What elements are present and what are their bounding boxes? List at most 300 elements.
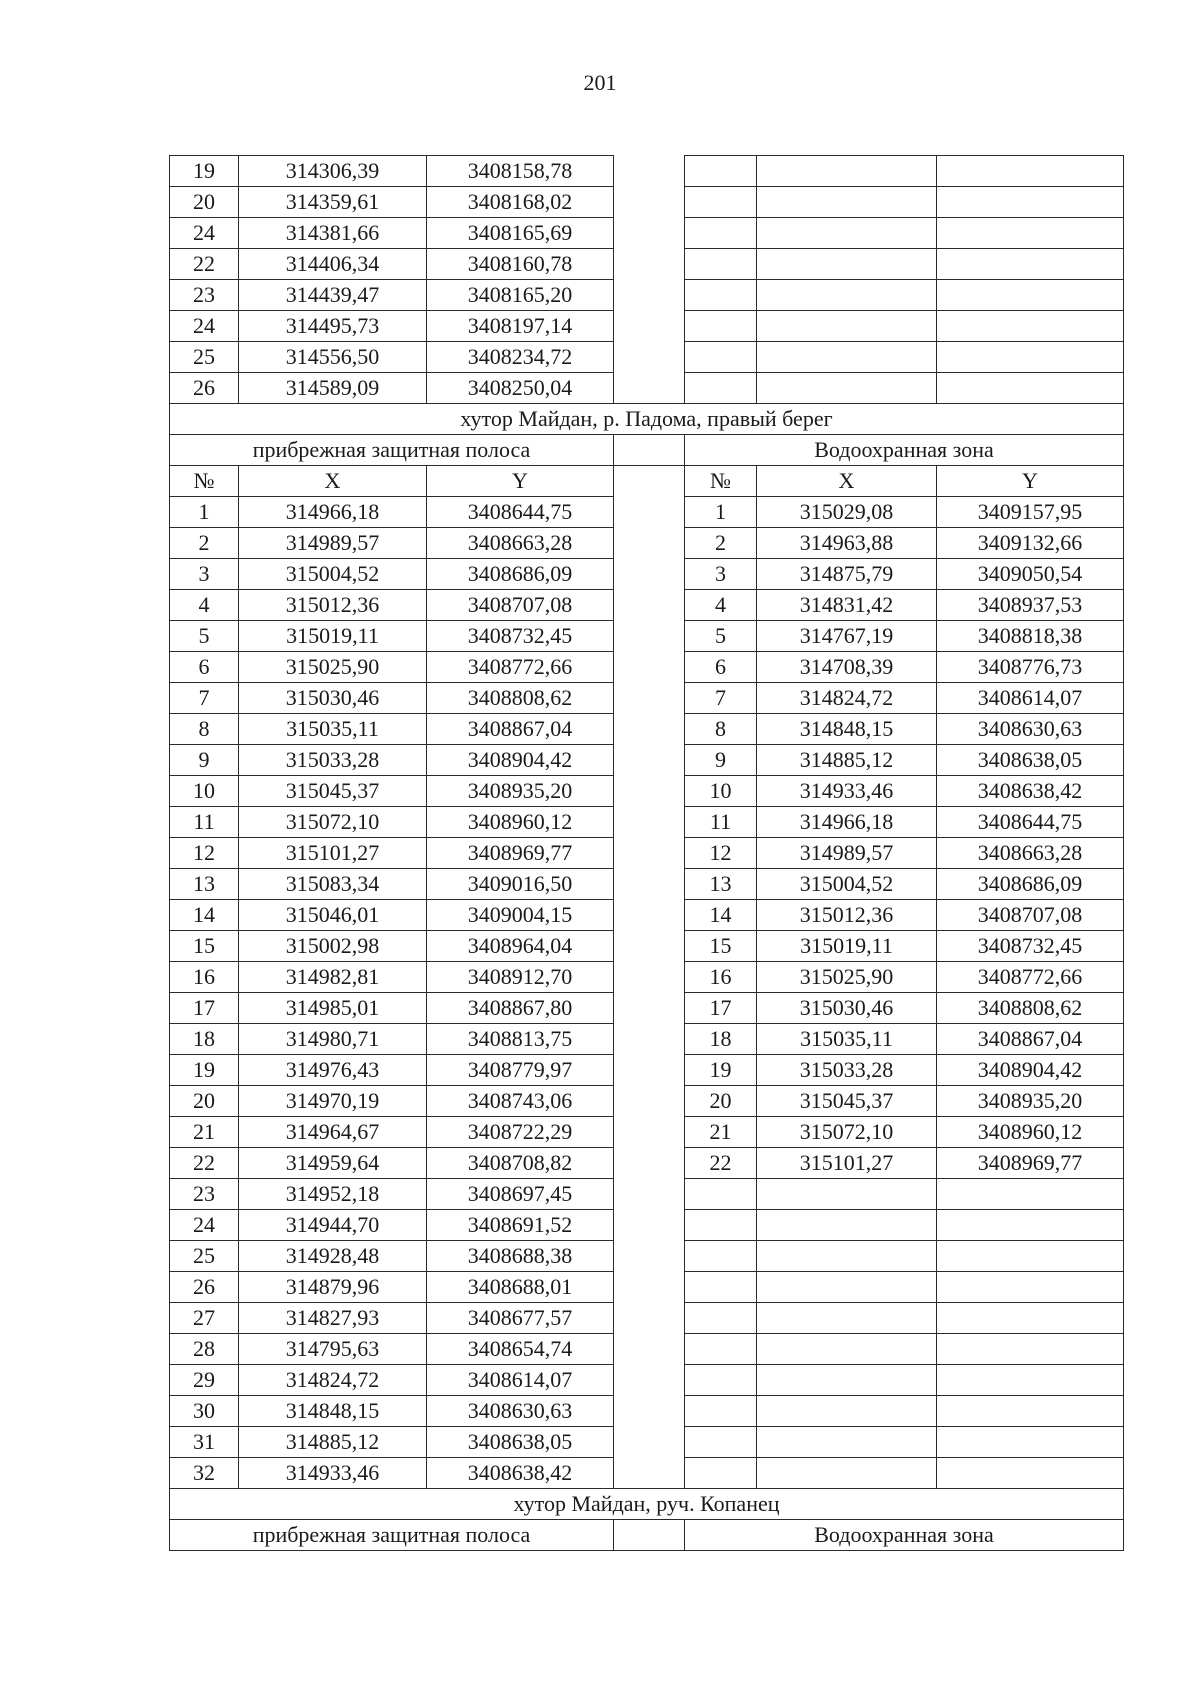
left-y-coordinate-cell: 3408935,20 [427, 776, 614, 807]
right-point-number-cell: 8 [685, 714, 757, 745]
left-point-number-cell: 23 [170, 1179, 239, 1210]
right-x-coordinate-cell [757, 1396, 937, 1427]
left-x-coordinate-cell: 314933,46 [239, 1458, 427, 1489]
column-gap [614, 1055, 685, 1086]
right-point-number-cell: 10 [685, 776, 757, 807]
right-x-coordinate-cell: 315012,36 [757, 900, 937, 931]
right-y-coordinate-cell: 3408638,05 [937, 745, 1124, 776]
right-point-number-cell [685, 311, 757, 342]
left-point-number-cell: 3 [170, 559, 239, 590]
right-x-coordinate-cell [757, 156, 937, 187]
table-row [170, 1024, 1124, 1055]
left-x-coordinate-cell: 315045,37 [239, 776, 427, 807]
left-y-coordinate-cell: 3408654,74 [427, 1334, 614, 1365]
left-point-number-cell: 20 [170, 187, 239, 218]
left-point-number-cell: 28 [170, 1334, 239, 1365]
left-y-coordinate-cell: 3408867,04 [427, 714, 614, 745]
table-row [170, 1303, 1124, 1334]
column-gap [614, 621, 685, 652]
left-y-coordinate-cell: 3408708,82 [427, 1148, 614, 1179]
left-point-number-cell: 24 [170, 311, 239, 342]
table-row [170, 993, 1124, 1024]
column-gap [614, 1086, 685, 1117]
left-y-coordinate-cell: 3408813,75 [427, 1024, 614, 1055]
table-row [170, 280, 1124, 311]
right-x-coordinate-cell: 314875,79 [757, 559, 937, 590]
right-x-coordinate-cell: 314933,46 [757, 776, 937, 807]
table-row [170, 776, 1124, 807]
water-protection-zone-label: Водоохранная зона [685, 1520, 1124, 1551]
right-y-coordinate-cell: 3408776,73 [937, 652, 1124, 683]
right-number-header: № [685, 466, 757, 497]
right-point-number-cell: 2 [685, 528, 757, 559]
table-row [170, 1055, 1124, 1086]
right-point-number-cell [685, 1210, 757, 1241]
column-gap [614, 900, 685, 931]
left-y-coordinate-cell: 3408638,05 [427, 1427, 614, 1458]
right-y-coordinate-cell: 3408707,08 [937, 900, 1124, 931]
column-gap [614, 1148, 685, 1179]
table-row [170, 745, 1124, 776]
right-point-number-cell: 14 [685, 900, 757, 931]
right-y-coordinate-cell [937, 1458, 1124, 1489]
right-point-number-cell [685, 280, 757, 311]
right-x-coordinate-cell: 315029,08 [757, 497, 937, 528]
left-x-coordinate-cell: 314824,72 [239, 1365, 427, 1396]
right-y-coordinate-cell [937, 1427, 1124, 1458]
table-row [170, 1086, 1124, 1117]
right-x-coordinate-cell [757, 280, 937, 311]
right-point-number-cell: 22 [685, 1148, 757, 1179]
column-gap [614, 1365, 685, 1396]
left-y-coordinate-cell: 3408969,77 [427, 838, 614, 869]
left-x-coordinate-cell: 315033,28 [239, 745, 427, 776]
column-gap [614, 931, 685, 962]
left-y-coordinate-cell: 3408904,42 [427, 745, 614, 776]
right-point-number-cell: 1 [685, 497, 757, 528]
right-y-coordinate-cell [937, 249, 1124, 280]
right-y-coordinate-cell [937, 311, 1124, 342]
left-x-coordinate-cell: 315035,11 [239, 714, 427, 745]
left-x-coordinate-cell: 314406,34 [239, 249, 427, 280]
left-point-number-cell: 19 [170, 156, 239, 187]
right-y-coordinate-cell: 3408867,04 [937, 1024, 1124, 1055]
table-row [170, 838, 1124, 869]
right-point-number-cell [685, 373, 757, 404]
left-x-coordinate-cell: 314848,15 [239, 1396, 427, 1427]
left-x-coordinate-cell: 314944,70 [239, 1210, 427, 1241]
table-row [170, 1117, 1124, 1148]
left-y-coordinate-cell: 3408772,66 [427, 652, 614, 683]
right-y-coordinate-cell [937, 280, 1124, 311]
left-point-number-cell: 15 [170, 931, 239, 962]
section-title: хутор Майдан, р. Падома, правый берег [170, 404, 1124, 435]
table-row [170, 652, 1124, 683]
right-x-coordinate-cell [757, 249, 937, 280]
left-y-coordinate-cell: 3408614,07 [427, 1365, 614, 1396]
right-x-coordinate-cell: 315004,52 [757, 869, 937, 900]
column-header-row [170, 466, 1124, 497]
left-y-coordinate-cell: 3408697,45 [427, 1179, 614, 1210]
right-point-number-cell [685, 1427, 757, 1458]
coastal-strip-label: прибрежная защитная полоса [170, 1520, 614, 1551]
column-gap [614, 1520, 685, 1551]
right-y-coordinate-cell: 3408808,62 [937, 993, 1124, 1024]
right-point-number-cell [685, 1303, 757, 1334]
right-y-header: Y [937, 466, 1124, 497]
left-point-number-cell: 20 [170, 1086, 239, 1117]
left-y-coordinate-cell: 3408165,69 [427, 218, 614, 249]
left-point-number-cell: 24 [170, 1210, 239, 1241]
right-x-coordinate-cell [757, 187, 937, 218]
left-point-number-cell: 32 [170, 1458, 239, 1489]
right-x-coordinate-cell: 315101,27 [757, 1148, 937, 1179]
right-point-number-cell: 16 [685, 962, 757, 993]
column-gap [614, 311, 685, 342]
right-point-number-cell: 5 [685, 621, 757, 652]
right-y-coordinate-cell: 3408630,63 [937, 714, 1124, 745]
coordinates-table-body [170, 156, 1124, 1551]
left-x-coordinate-cell: 314982,81 [239, 962, 427, 993]
table-row [170, 1210, 1124, 1241]
left-y-coordinate-cell: 3409016,50 [427, 869, 614, 900]
right-x-coordinate-cell: 314848,15 [757, 714, 937, 745]
right-y-coordinate-cell: 3408638,42 [937, 776, 1124, 807]
table-row [170, 1427, 1124, 1458]
right-x-coordinate-cell: 315045,37 [757, 1086, 937, 1117]
column-gap [614, 1241, 685, 1272]
left-y-coordinate-cell: 3408250,04 [427, 373, 614, 404]
right-point-number-cell [685, 1241, 757, 1272]
table-row [170, 714, 1124, 745]
right-point-number-cell [685, 1272, 757, 1303]
right-y-coordinate-cell [937, 1179, 1124, 1210]
right-x-coordinate-cell: 315025,90 [757, 962, 937, 993]
coordinates-table [169, 155, 1124, 1551]
right-y-coordinate-cell [937, 156, 1124, 187]
left-x-coordinate-cell: 314989,57 [239, 528, 427, 559]
left-x-coordinate-cell: 314976,43 [239, 1055, 427, 1086]
left-point-number-cell: 10 [170, 776, 239, 807]
column-gap [614, 1334, 685, 1365]
right-x-coordinate-cell: 315033,28 [757, 1055, 937, 1086]
left-point-number-cell: 9 [170, 745, 239, 776]
right-x-header: X [757, 466, 937, 497]
column-gap [614, 373, 685, 404]
right-point-number-cell: 9 [685, 745, 757, 776]
left-point-number-cell: 13 [170, 869, 239, 900]
left-point-number-cell: 22 [170, 249, 239, 280]
right-y-coordinate-cell: 3408818,38 [937, 621, 1124, 652]
column-gap [614, 1303, 685, 1334]
right-x-coordinate-cell: 314708,39 [757, 652, 937, 683]
left-point-number-cell: 25 [170, 1241, 239, 1272]
column-gap [614, 156, 685, 187]
right-x-coordinate-cell: 315035,11 [757, 1024, 937, 1055]
left-y-coordinate-cell: 3408732,45 [427, 621, 614, 652]
right-point-number-cell: 17 [685, 993, 757, 1024]
right-x-coordinate-cell: 314963,88 [757, 528, 937, 559]
right-point-number-cell: 7 [685, 683, 757, 714]
left-y-coordinate-cell: 3408867,80 [427, 993, 614, 1024]
left-point-number-cell: 5 [170, 621, 239, 652]
column-gap [614, 1272, 685, 1303]
right-y-coordinate-cell: 3408732,45 [937, 931, 1124, 962]
right-x-coordinate-cell [757, 1427, 937, 1458]
left-point-number-cell: 7 [170, 683, 239, 714]
right-y-coordinate-cell: 3409050,54 [937, 559, 1124, 590]
left-x-coordinate-cell: 314966,18 [239, 497, 427, 528]
right-x-coordinate-cell [757, 373, 937, 404]
left-y-coordinate-cell: 3409004,15 [427, 900, 614, 931]
table-row [170, 187, 1124, 218]
left-y-coordinate-cell: 3408808,62 [427, 683, 614, 714]
right-x-coordinate-cell: 314989,57 [757, 838, 937, 869]
zone-labels-row [170, 1520, 1124, 1551]
right-point-number-cell: 21 [685, 1117, 757, 1148]
right-x-coordinate-cell [757, 342, 937, 373]
table-row [170, 931, 1124, 962]
right-x-coordinate-cell [757, 1272, 937, 1303]
left-y-coordinate-cell: 3408688,01 [427, 1272, 614, 1303]
left-y-coordinate-cell: 3408686,09 [427, 559, 614, 590]
right-point-number-cell [685, 1179, 757, 1210]
left-y-coordinate-cell: 3408160,78 [427, 249, 614, 280]
left-x-coordinate-cell: 315101,27 [239, 838, 427, 869]
left-point-number-cell: 19 [170, 1055, 239, 1086]
left-point-number-cell: 30 [170, 1396, 239, 1427]
right-x-coordinate-cell: 314885,12 [757, 745, 937, 776]
column-gap [614, 838, 685, 869]
right-point-number-cell [685, 1396, 757, 1427]
left-x-coordinate-cell: 314795,63 [239, 1334, 427, 1365]
left-y-coordinate-cell: 3408165,20 [427, 280, 614, 311]
left-x-coordinate-cell: 314980,71 [239, 1024, 427, 1055]
left-point-number-cell: 14 [170, 900, 239, 931]
right-y-coordinate-cell [937, 1303, 1124, 1334]
right-y-coordinate-cell [937, 1272, 1124, 1303]
right-y-coordinate-cell [937, 218, 1124, 249]
left-point-number-cell: 2 [170, 528, 239, 559]
section-title-row [170, 1489, 1124, 1520]
table-row [170, 497, 1124, 528]
column-gap [614, 869, 685, 900]
right-y-coordinate-cell: 3408969,77 [937, 1148, 1124, 1179]
right-x-coordinate-cell: 314966,18 [757, 807, 937, 838]
table-row [170, 218, 1124, 249]
column-gap [614, 1024, 685, 1055]
right-point-number-cell: 20 [685, 1086, 757, 1117]
left-x-coordinate-cell: 315072,10 [239, 807, 427, 838]
column-gap [614, 1396, 685, 1427]
right-y-coordinate-cell: 3408904,42 [937, 1055, 1124, 1086]
left-y-coordinate-cell: 3408960,12 [427, 807, 614, 838]
left-y-coordinate-cell: 3408707,08 [427, 590, 614, 621]
right-x-coordinate-cell [757, 1210, 937, 1241]
left-x-coordinate-cell: 314827,93 [239, 1303, 427, 1334]
left-point-number-cell: 12 [170, 838, 239, 869]
column-gap [614, 590, 685, 621]
column-gap [614, 993, 685, 1024]
column-gap [614, 745, 685, 776]
left-number-header: № [170, 466, 239, 497]
column-gap [614, 435, 685, 466]
right-point-number-cell [685, 1334, 757, 1365]
right-y-coordinate-cell: 3408960,12 [937, 1117, 1124, 1148]
table-row [170, 373, 1124, 404]
right-x-coordinate-cell: 315072,10 [757, 1117, 937, 1148]
column-gap [614, 776, 685, 807]
section-title-row [170, 404, 1124, 435]
left-x-coordinate-cell: 315083,34 [239, 869, 427, 900]
left-y-coordinate-cell: 3408677,57 [427, 1303, 614, 1334]
table-row [170, 559, 1124, 590]
column-gap [614, 218, 685, 249]
left-y-coordinate-cell: 3408964,04 [427, 931, 614, 962]
right-y-coordinate-cell [937, 1334, 1124, 1365]
right-y-coordinate-cell [937, 187, 1124, 218]
column-gap [614, 187, 685, 218]
right-y-coordinate-cell [937, 1365, 1124, 1396]
table-row [170, 590, 1124, 621]
table-row [170, 528, 1124, 559]
table-row [170, 1396, 1124, 1427]
column-gap [614, 1427, 685, 1458]
zone-labels-row [170, 435, 1124, 466]
right-point-number-cell [685, 156, 757, 187]
right-y-coordinate-cell [937, 1396, 1124, 1427]
right-point-number-cell: 19 [685, 1055, 757, 1086]
left-x-coordinate-cell: 314985,01 [239, 993, 427, 1024]
table-row [170, 311, 1124, 342]
column-gap [614, 714, 685, 745]
left-x-coordinate-cell: 314495,73 [239, 311, 427, 342]
table-row [170, 869, 1124, 900]
column-gap [614, 342, 685, 373]
right-y-coordinate-cell: 3409157,95 [937, 497, 1124, 528]
left-y-coordinate-cell: 3408234,72 [427, 342, 614, 373]
right-point-number-cell: 13 [685, 869, 757, 900]
left-x-coordinate-cell: 315030,46 [239, 683, 427, 714]
right-x-coordinate-cell [757, 1365, 937, 1396]
left-point-number-cell: 27 [170, 1303, 239, 1334]
left-point-number-cell: 31 [170, 1427, 239, 1458]
right-y-coordinate-cell: 3409132,66 [937, 528, 1124, 559]
left-y-coordinate-cell: 3408688,38 [427, 1241, 614, 1272]
left-y-coordinate-cell: 3408630,63 [427, 1396, 614, 1427]
right-point-number-cell: 15 [685, 931, 757, 962]
column-gap [614, 559, 685, 590]
left-x-coordinate-cell: 314879,96 [239, 1272, 427, 1303]
left-x-coordinate-cell: 314928,48 [239, 1241, 427, 1272]
right-point-number-cell: 4 [685, 590, 757, 621]
page-number: 201 [583, 70, 617, 95]
right-point-number-cell [685, 187, 757, 218]
table-row [170, 1272, 1124, 1303]
left-point-number-cell: 18 [170, 1024, 239, 1055]
column-gap [614, 280, 685, 311]
right-x-coordinate-cell: 314824,72 [757, 683, 937, 714]
left-point-number-cell: 23 [170, 280, 239, 311]
left-x-coordinate-cell: 315004,52 [239, 559, 427, 590]
table-row [170, 1241, 1124, 1272]
right-y-coordinate-cell: 3408614,07 [937, 683, 1124, 714]
right-point-number-cell: 3 [685, 559, 757, 590]
table-row [170, 1148, 1124, 1179]
table-row [170, 249, 1124, 280]
left-x-coordinate-cell: 314964,67 [239, 1117, 427, 1148]
left-x-coordinate-cell: 314359,61 [239, 187, 427, 218]
section-title: хутор Майдан, руч. Копанец [170, 1489, 1124, 1520]
left-point-number-cell: 6 [170, 652, 239, 683]
left-x-coordinate-cell: 315046,01 [239, 900, 427, 931]
left-x-header: X [239, 466, 427, 497]
column-gap [614, 249, 685, 280]
column-gap [614, 1179, 685, 1210]
table-row [170, 683, 1124, 714]
right-x-coordinate-cell [757, 1334, 937, 1365]
right-point-number-cell: 6 [685, 652, 757, 683]
left-y-coordinate-cell: 3408779,97 [427, 1055, 614, 1086]
left-y-header: Y [427, 466, 614, 497]
right-point-number-cell: 11 [685, 807, 757, 838]
column-gap [614, 528, 685, 559]
left-point-number-cell: 26 [170, 1272, 239, 1303]
left-y-coordinate-cell: 3408691,52 [427, 1210, 614, 1241]
right-x-coordinate-cell: 314831,42 [757, 590, 937, 621]
column-gap [614, 652, 685, 683]
column-gap [614, 466, 685, 497]
left-point-number-cell: 4 [170, 590, 239, 621]
right-point-number-cell [685, 1458, 757, 1489]
left-x-coordinate-cell: 314306,39 [239, 156, 427, 187]
left-y-coordinate-cell: 3408158,78 [427, 156, 614, 187]
left-x-coordinate-cell: 314556,50 [239, 342, 427, 373]
left-point-number-cell: 1 [170, 497, 239, 528]
right-x-coordinate-cell [757, 218, 937, 249]
right-y-coordinate-cell [937, 342, 1124, 373]
left-y-coordinate-cell: 3408743,06 [427, 1086, 614, 1117]
right-x-coordinate-cell: 315019,11 [757, 931, 937, 962]
table-row [170, 900, 1124, 931]
right-y-coordinate-cell [937, 1210, 1124, 1241]
table-row [170, 621, 1124, 652]
right-x-coordinate-cell [757, 1303, 937, 1334]
table-row [170, 342, 1124, 373]
right-point-number-cell [685, 249, 757, 280]
left-point-number-cell: 8 [170, 714, 239, 745]
right-point-number-cell: 12 [685, 838, 757, 869]
left-x-coordinate-cell: 315012,36 [239, 590, 427, 621]
right-y-coordinate-cell: 3408686,09 [937, 869, 1124, 900]
left-x-coordinate-cell: 314970,19 [239, 1086, 427, 1117]
right-point-number-cell: 18 [685, 1024, 757, 1055]
table-row [170, 962, 1124, 993]
right-x-coordinate-cell: 315030,46 [757, 993, 937, 1024]
right-x-coordinate-cell [757, 311, 937, 342]
right-y-coordinate-cell: 3408935,20 [937, 1086, 1124, 1117]
left-point-number-cell: 21 [170, 1117, 239, 1148]
left-x-coordinate-cell: 314381,66 [239, 218, 427, 249]
left-point-number-cell: 26 [170, 373, 239, 404]
column-gap [614, 683, 685, 714]
left-y-coordinate-cell: 3408912,70 [427, 962, 614, 993]
water-protection-zone-label: Водоохранная зона [685, 435, 1124, 466]
left-y-coordinate-cell: 3408722,29 [427, 1117, 614, 1148]
column-gap [614, 1458, 685, 1489]
left-x-coordinate-cell: 314959,64 [239, 1148, 427, 1179]
table-row [170, 1365, 1124, 1396]
